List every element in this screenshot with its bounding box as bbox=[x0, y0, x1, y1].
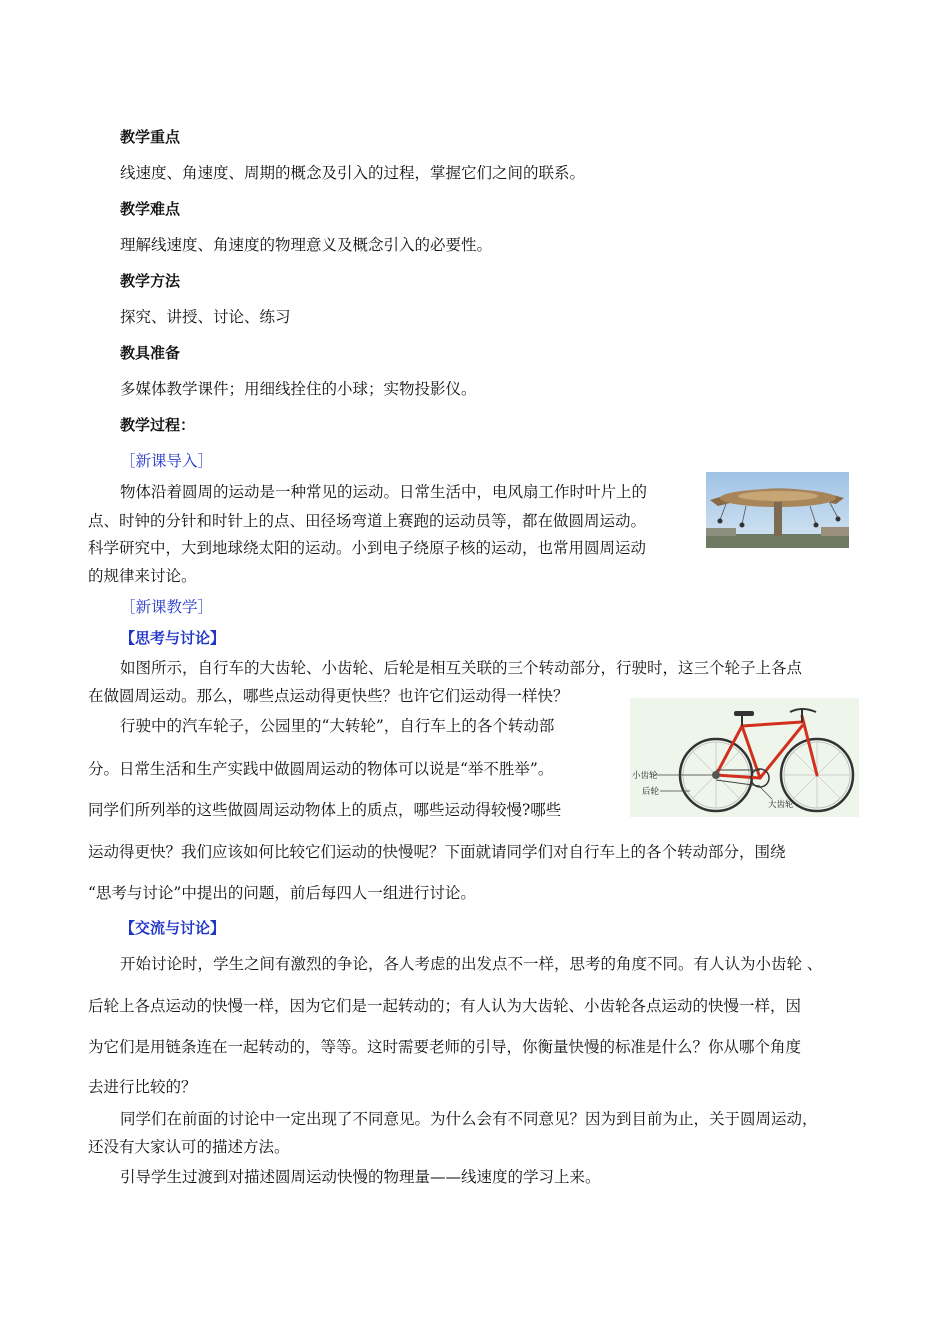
intro-line: 科学研究中，大到地球绕太阳的运动。小到电子绕原子核的运动，也常用圆周运动 bbox=[88, 539, 647, 557]
intro-line: 点、时钟的分针和时针上的点、田径场弯道上赛跑的运动员等，都在做圆周运动。 bbox=[88, 512, 647, 530]
exchange-line: 后轮上各点运动的快慢一样，因为它们是一起转动的；有人认为大齿轮、小齿轮各点运动的快慢一样，因 bbox=[88, 997, 802, 1015]
difficulty-heading: 教学难点 bbox=[120, 200, 181, 218]
think-discuss-tag: 【思考与讨论】 bbox=[120, 629, 226, 647]
exchange-line: 还没有大家认可的描述方法。 bbox=[88, 1138, 290, 1156]
exchange-discuss-tag: 【交流与讨论】 bbox=[120, 919, 226, 937]
tools-heading: 教具准备 bbox=[120, 344, 181, 362]
tools-text: 多媒体教学课件；用细线拴住的小球；实物投影仪。 bbox=[120, 380, 477, 398]
think-line: 运动得更快？我们应该如何比较它们运动的快慢呢？下面就请同学们对自行车上的各个转动部分，围绕 bbox=[88, 843, 786, 861]
difficulty-text: 理解线速度、角速度的物理意义及概念引入的必要性。 bbox=[120, 236, 493, 254]
think-line: 分。日常生活和生产实践中做圆周运动的物体可以说是“举不胜举”。 bbox=[88, 760, 554, 778]
focus-heading: 教学重点 bbox=[120, 128, 181, 146]
exchange-line: 为它们是用链条连在一起转动的，等等。这时需要老师的引导，你衡量快慢的标准是什么？你从哪个角度 bbox=[88, 1038, 802, 1056]
think-line: “思考与讨论”中提出的问题，前后每四人一组进行讨论。 bbox=[88, 884, 476, 902]
intro-line: 的规律来讨论。 bbox=[88, 567, 197, 585]
method-heading: 教学方法 bbox=[120, 272, 181, 290]
exchange-line: 同学们在前面的讨论中一定出现了不同意见。为什么会有不同意见？因为到目前为止，关于圆周运动， bbox=[120, 1110, 818, 1128]
think-line: 同学们所列举的这些做圆周运动物体上的质点，哪些运动得较慢?哪些 bbox=[88, 801, 562, 819]
exchange-line: 引导学生过渡到对描述圆周运动快慢的物理量——线速度的学习上来。 bbox=[120, 1168, 601, 1186]
focus-text: 线速度、角速度、周期的概念及引入的过程，掌握它们之间的联系。 bbox=[120, 164, 586, 182]
bicycle-illustration bbox=[630, 698, 859, 817]
think-line: 行驶中的汽车轮子，公园里的“大转轮”，自行车上的各个转动部 bbox=[120, 717, 555, 735]
method-text: 探究、讲授、讨论、练习 bbox=[120, 308, 291, 326]
teaching-tag: ［新课教学］ bbox=[120, 598, 214, 616]
label-big-gear: 大齿轮 bbox=[768, 800, 794, 810]
think-line: 在做圆周运动。那么，哪些点运动得更快些？也许它们运动得一样快？ bbox=[88, 687, 569, 705]
label-rear-wheel: 后轮 bbox=[642, 787, 660, 797]
label-small-gear: 小齿轮 bbox=[632, 771, 658, 781]
intro-tag: ［新课导入］ bbox=[120, 452, 214, 470]
carousel-photo bbox=[706, 472, 849, 548]
exchange-line: 去进行比较的？ bbox=[88, 1078, 197, 1096]
carousel-illustration bbox=[706, 472, 849, 548]
exchange-line: 开始讨论时，学生之间有激烈的争论，各人考虑的出发点不一样，思考的角度不同。有人认为小齿轮 、 bbox=[120, 955, 823, 973]
think-line: 如图所示，自行车的大齿轮、小齿轮、后轮是相互关联的三个转动部分，行驶时，这三个轮子上各点 bbox=[120, 659, 803, 677]
intro-line: 物体沿着圆周的运动是一种常见的运动。日常生活中，电风扇工作时叶片上的 bbox=[120, 483, 648, 501]
bicycle-figure bbox=[630, 698, 859, 817]
process-heading: 教学过程： bbox=[120, 416, 196, 434]
